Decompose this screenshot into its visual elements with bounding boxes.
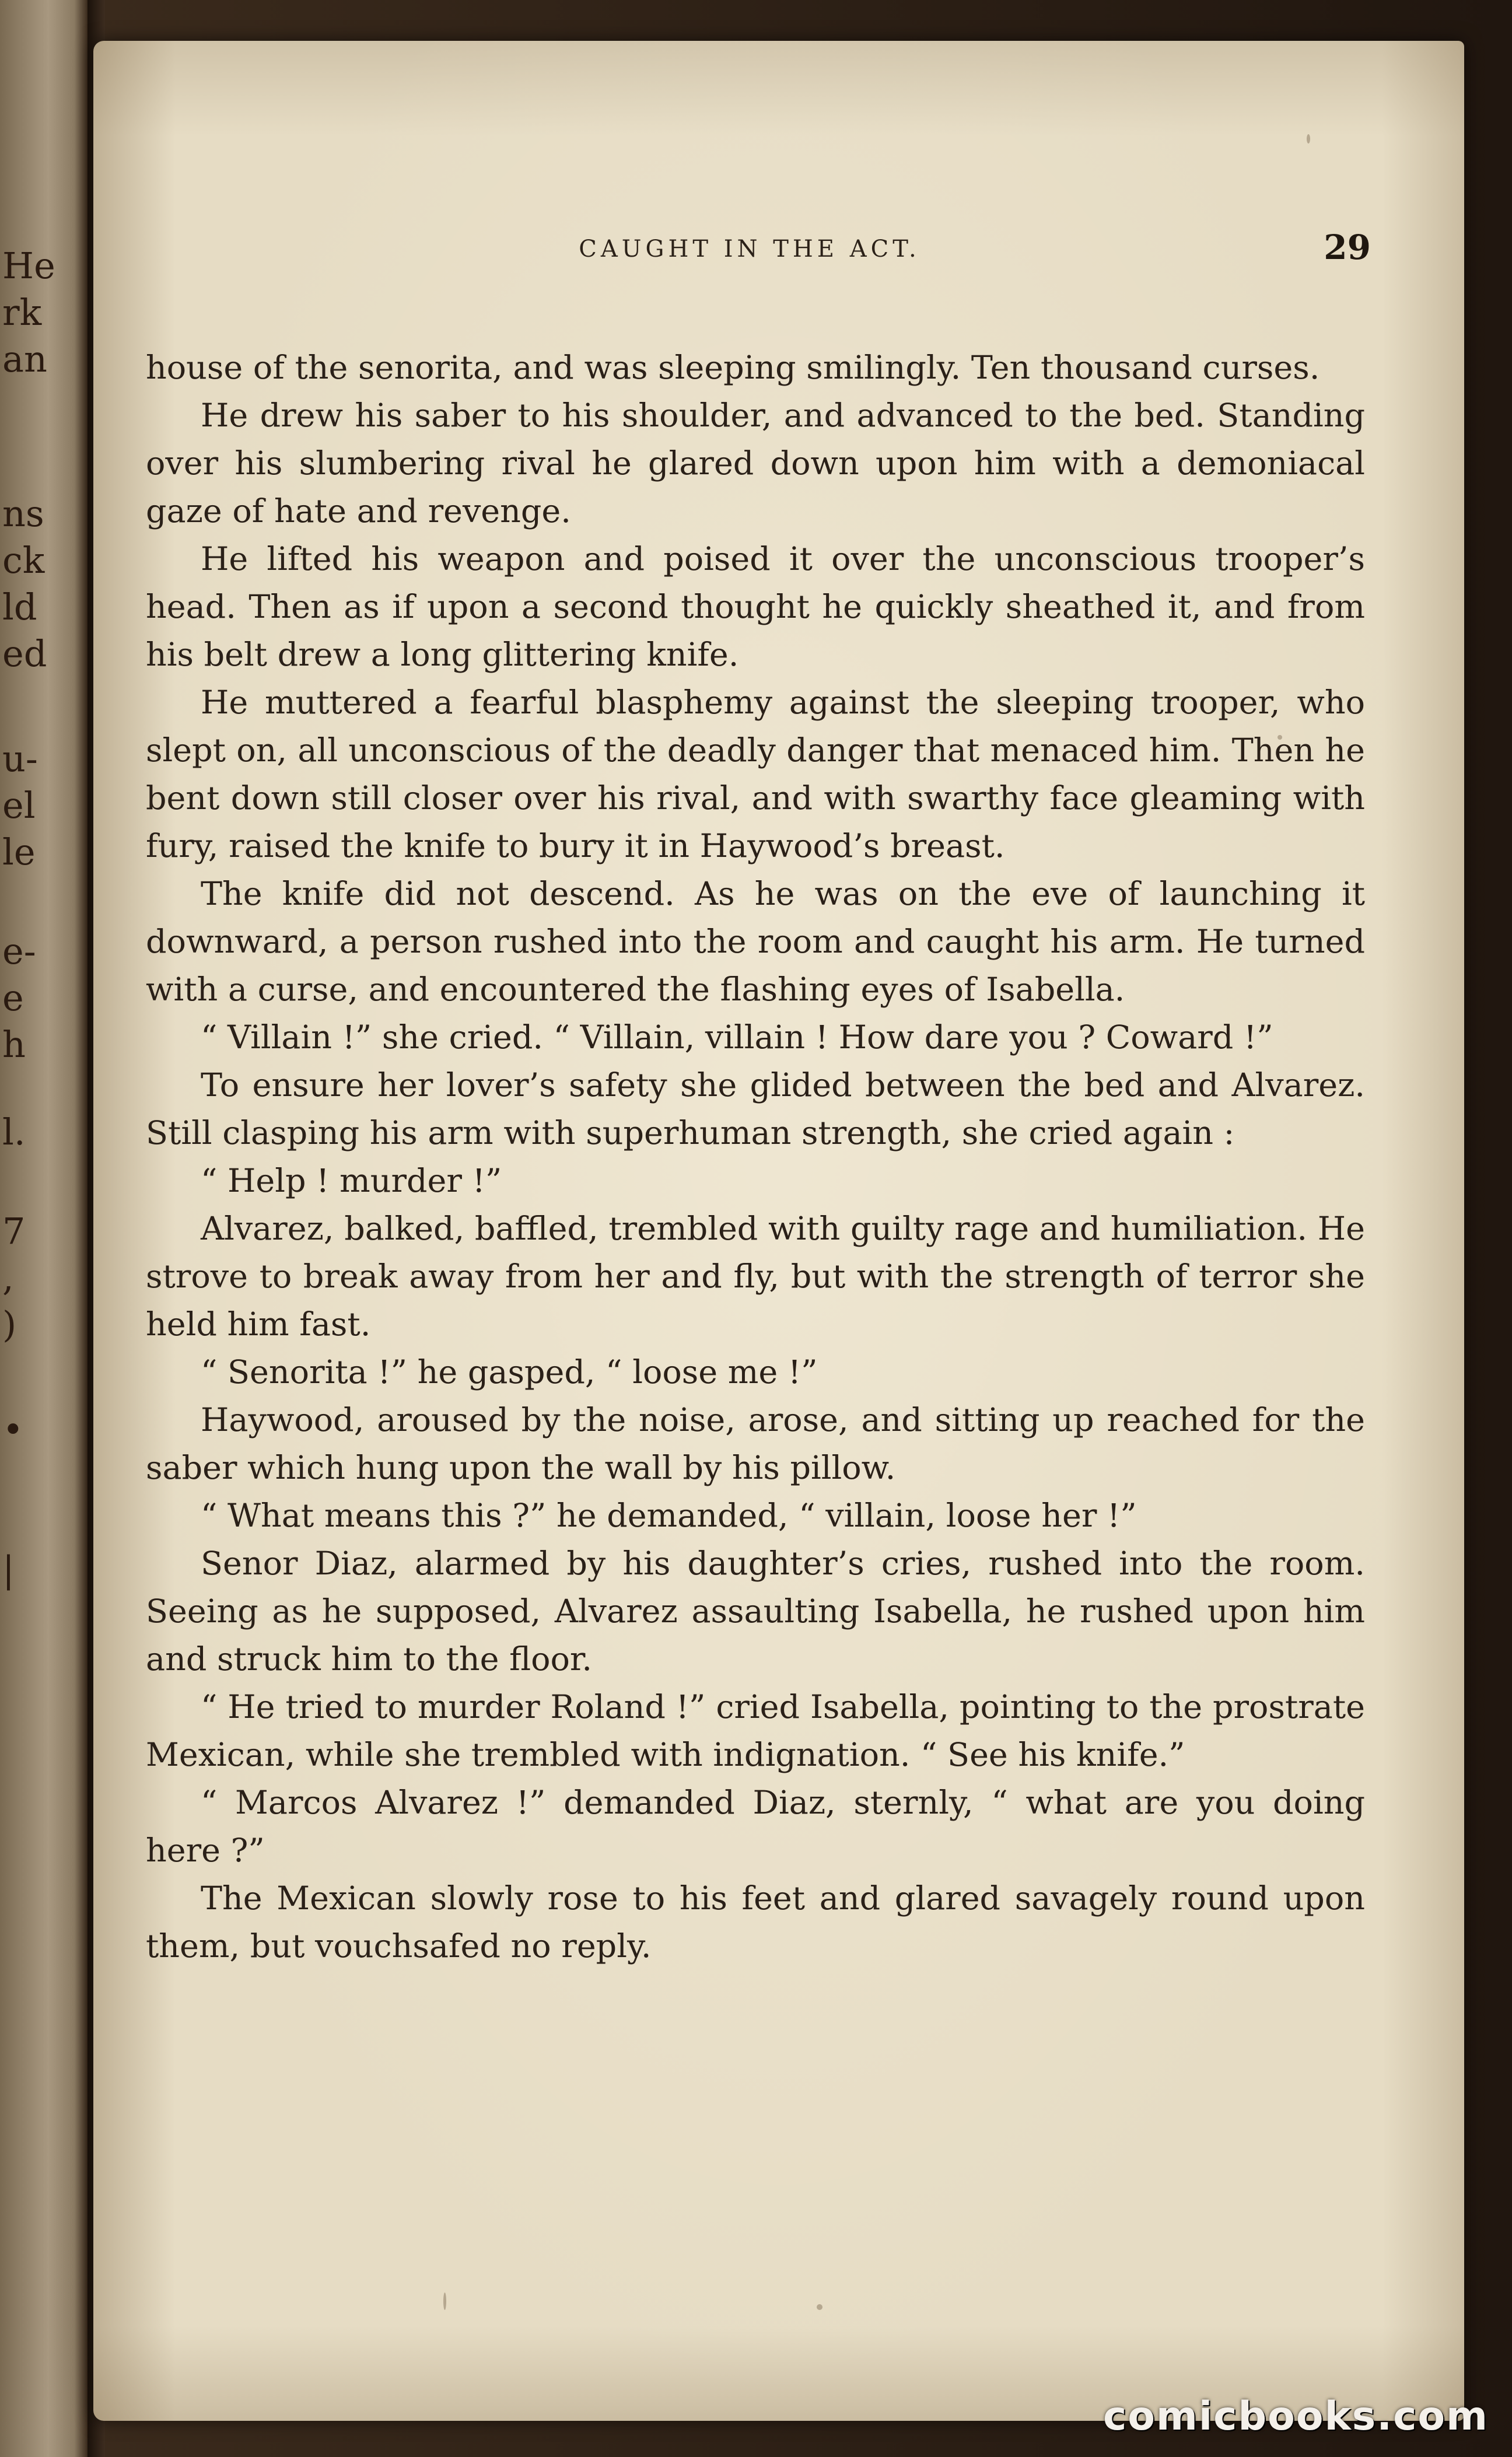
paragraph: house of the senorita, and was sleeping smilingly. Ten thousand curses.: [146, 349, 1320, 387]
facing-page-fragment: 7: [2, 1210, 26, 1252]
facing-page-fragment: le: [2, 831, 36, 873]
paragraph: “ Villain !” she cried. “ Villain, villain ! How dare you ? Coward !”: [201, 1019, 1273, 1056]
book-page: [93, 41, 1464, 2421]
paragraph: Haywood, aroused by the noise, arose, and sitting up reached for the saber which hung upon the wall by his pillow.: [146, 1401, 1365, 1487]
facing-page-fragment: •: [2, 1408, 24, 1451]
facing-page-fragment: el: [2, 784, 36, 827]
paragraph: The Mexican slowly rose to his feet and glared savagely round upon them, but vouchsafed no reply.: [146, 1880, 1365, 1965]
body-text: [146, 344, 1365, 1971]
facing-page-fragment: ns: [2, 492, 44, 535]
paragraph: He muttered a fearful blasphemy against the sleeping trooper, who slept on, all unconscious of the deadly danger that menaced him. Then he bent down still closer over his rival, and with swarthy face gleaming with fury, raised the knife to bury it in Haywood’s breast.: [146, 684, 1365, 865]
paragraph: The knife did not descend. As he was on the eve of launching it downward, a person rushed into the room and caught his arm. He turned with a curse, and encountered the flashing eyes of Isabella.: [146, 875, 1365, 1009]
watermark: comicbooks.com: [1102, 2393, 1489, 2440]
facing-page-fragment: ,: [2, 1256, 14, 1299]
paragraph: He lifted his weapon and poised it over the unconscious trooper’s head. Then as if upon a second thought he quickly sheathed it, and from his belt drew a long glittering knife.: [146, 540, 1365, 674]
paragraph: “ Senorita !” he gasped, “ loose me !”: [201, 1353, 818, 1391]
paper-speck: [443, 2292, 446, 2310]
paragraph: To ensure her lover’s safety she glided between the bed and Alvarez. Still clasping his arm with superhuman strength, she cried again :: [146, 1066, 1365, 1152]
facing-page-fragment: u-: [2, 737, 38, 780]
paper-speck: [817, 2304, 822, 2310]
facing-page-edge: [0, 0, 88, 2457]
running-head: [152, 228, 1371, 268]
paragraph: “ Help ! murder !”: [201, 1162, 502, 1200]
facing-page-fragment: e-: [2, 930, 36, 972]
paragraph: “ What means this ?” he demanded, “ villain, loose her !”: [201, 1497, 1137, 1535]
paragraph: “ Marcos Alvarez !” demanded Diaz, sternly, “ what are you doing here ?”: [146, 1784, 1365, 1870]
facing-page-fragment: rk: [2, 291, 42, 334]
facing-page-fragment: l.: [2, 1111, 26, 1153]
facing-page-fragment: ed: [2, 632, 47, 675]
running-head-title: CAUGHT IN THE ACT.: [579, 236, 921, 262]
paragraph: Senor Diaz, alarmed by his daughter’s cries, rushed into the room. Seeing as he supposed, Alvarez assaulting Isabella, he rushed upon him and struck him to the floor.: [146, 1545, 1365, 1678]
facing-page-fragment: He: [2, 244, 55, 287]
facing-page-fragment: e: [2, 977, 24, 1019]
paper-speck: [1307, 134, 1310, 144]
paragraph: “ He tried to murder Roland !” cried Isabella, pointing to the prostrate Mexican, while she trembled with indignation. “ See his knife.”: [146, 1688, 1365, 1774]
facing-page-fragment: h: [2, 1023, 26, 1066]
facing-page-fragment: ): [2, 1303, 17, 1346]
facing-page-fragment: |: [2, 1548, 15, 1591]
facing-page-fragment: ck: [2, 539, 45, 582]
paragraph: He drew his saber to his shoulder, and advanced to the bed. Standing over his slumbering rival he glared down upon him with a demoniacal gaze of hate and revenge.: [146, 397, 1365, 530]
facing-page-fragment: an: [2, 338, 47, 380]
page-number: 29: [1324, 228, 1371, 267]
paragraph: Alvarez, balked, baffled, trembled with guilty rage and humiliation. He strove to break away from her and fly, but with the strength of terror she held him fast.: [146, 1210, 1365, 1343]
facing-page-fragment: ld: [2, 586, 37, 628]
